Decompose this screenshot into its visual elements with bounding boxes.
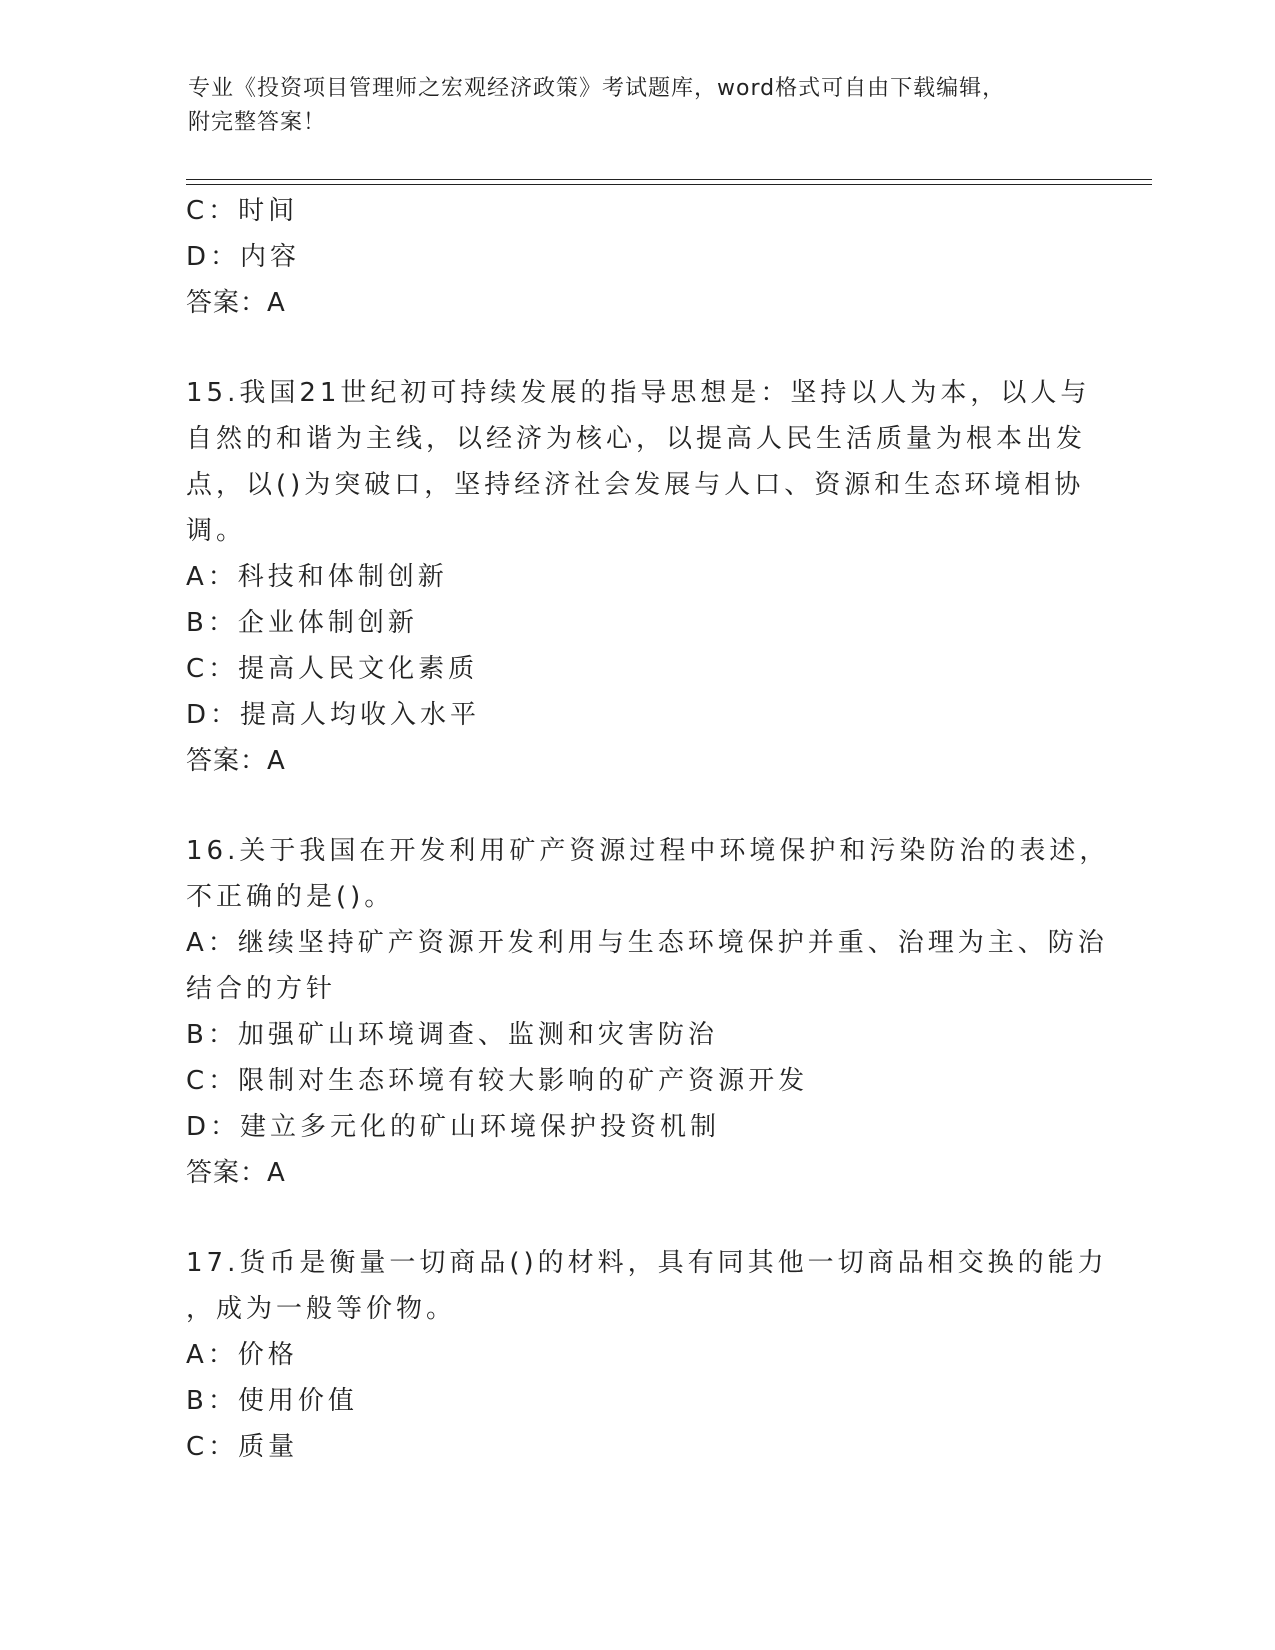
question-text-line: 不正确的是()。 [186, 882, 395, 912]
question-text-line: 点，以()为突破口，坚持经济社会发展与人口、资源和生态环境相协 [186, 470, 1085, 500]
question-text-line: 16.关于我国在开发利用矿产资源过程中环境保护和污染防治的表述， [186, 836, 1110, 866]
header-divider-bottom [186, 184, 1152, 185]
block-spacer [186, 1196, 1086, 1240]
option-line: B：使用价值 [186, 1386, 358, 1416]
option-line: C：提高人民文化素质 [186, 654, 479, 684]
question-block [186, 370, 1091, 784]
option-line: D：提高人均收入水平 [186, 700, 481, 730]
question-text-line: 调。 [186, 516, 247, 546]
option-line: D：内容 [186, 242, 301, 272]
option-line: B：企业体制创新 [186, 608, 418, 638]
question-block [186, 1240, 1108, 1470]
block-spacer [186, 326, 1086, 370]
header-title-line-2: 附完整答案！ [188, 110, 327, 135]
document-header [188, 72, 1088, 140]
block-spacer [186, 784, 1086, 828]
option-line: C：时间 [186, 196, 299, 226]
option-line: C：限制对生态环境有较大影响的矿产资源开发 [186, 1066, 809, 1096]
question-content [186, 188, 1110, 1470]
question-text-line: ，成为一般等价物。 [186, 1294, 457, 1324]
option-line: B：加强矿山环境调查、监测和灾害防治 [186, 1020, 718, 1050]
question-text-line: 17.货币是衡量一切商品()的材料，具有同其他一切商品相交换的能力 [186, 1248, 1108, 1278]
option-line: A：价格 [186, 1340, 298, 1370]
option-line: 结合的方针 [186, 974, 337, 1004]
option-line: C：质量 [186, 1432, 299, 1462]
header-title-line-1: 专业《投资项目管理师之宏观经济政策》考试题库，word格式可自由下载编辑， [188, 76, 1006, 101]
question-block [186, 188, 1086, 326]
question-text-line: 自然的和谐为主线，以经济为核心，以提高人民生活质量为根本出发 [186, 424, 1087, 454]
option-line: D：建立多元化的矿山环境保护投资机制 [186, 1112, 721, 1142]
question-text-line: 15.我国21世纪初可持续发展的指导思想是：坚持以人为本，以人与 [186, 378, 1091, 408]
option-line: A：科技和体制创新 [186, 562, 448, 592]
header-divider-top [186, 179, 1152, 180]
answer-line: 答案：A [186, 1158, 286, 1188]
option-line: A：继续坚持矿产资源开发利用与生态环境保护并重、治理为主、防治 [186, 928, 1108, 958]
answer-line: 答案：A [186, 746, 286, 776]
question-block [186, 828, 1110, 1196]
answer-line: 答案：A [186, 288, 286, 318]
